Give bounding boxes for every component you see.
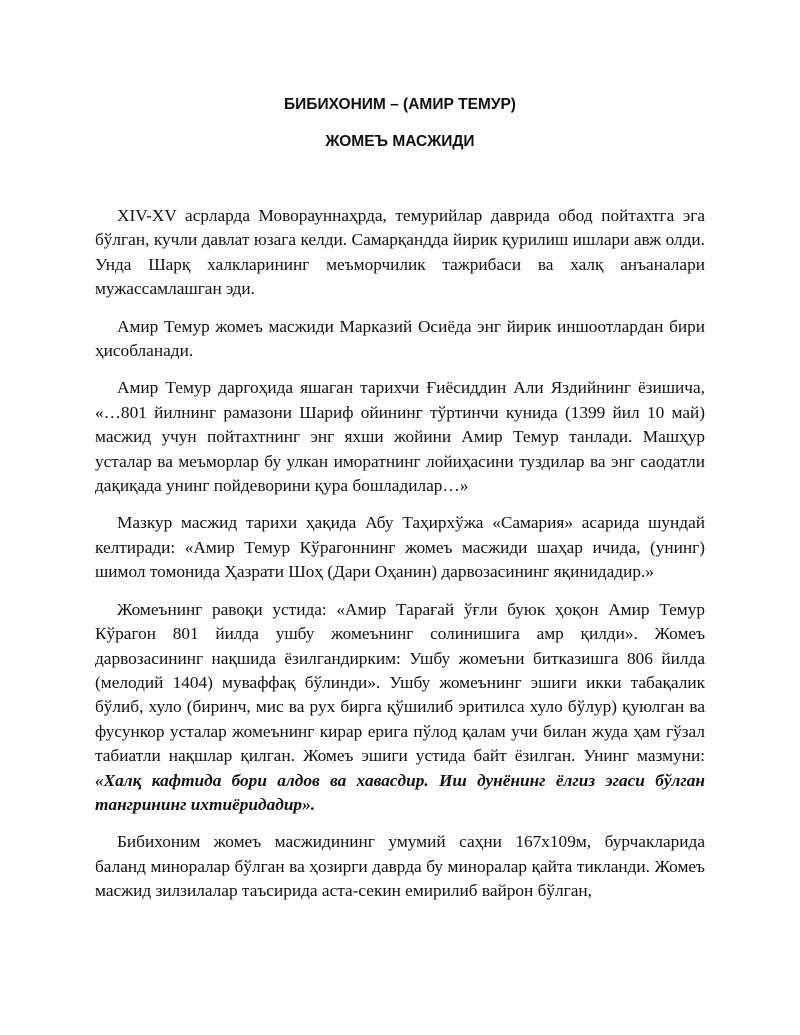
paragraph-4: Мазкур масжид тарихи ҳақида Абу Таҳирхўжа «Самария» асарида шундай келтиради: «Амир Темур Кўрагоннинг жомеъ масжиди шаҳар ичида, (унинг) шимол томонида Ҳазрати Шоҳ (Дари Оҳанин) дарвозасининг яқинидадир.» <box>95 513 705 582</box>
paragraph-5-text: Жомеънинг равоқи устида: «Амир Тарағай ўғли буюк ҳоқон Амир Темур Кўрагон 801 йилда ушбу жомеънинг солинишига амр қилди». Жомеъ дарвозасининг нақшида ёзилгандирким: Ушбу жомеъни битказишга 806 йилда (мелодий 1404) муваффақ бўлинди». Ушбу жомеънинг эшиги икки табақалик бўлиб, хуло (биринч, мис ва рух бирга қўшилиб эритилса хуло бўлур) қуюлган ва фусункор усталар жомеънинг кирар ерига пўлод қалам учи билан жуда ҳам гўзал табиатли нақшлар қилган. Жомеъ эшиги устида байт ёзилган. Унинг мазмуни: <box>95 599 705 766</box>
paragraph-6: Бибихоним жомеъ масжидининг умумий саҳни 167x109м, бурчакларида баланд миноралар бўлган ва ҳозирги даврда бу миноралар қайта тикланди. Жомеъ масжид зилзилалар таъсирида аста-секин емирилиб вайрон бўлган, <box>95 832 705 901</box>
paragraph-3: Амир Темур даргоҳида яшаган тарихчи Ғиёсиддин Али Яздийнинг ёзишича, «…801 йилнинг рамазони Шариф ойининг тўртинчи кунида (1399 йил 10 май) масжид учун пойтахтнинг энг яхши жойини Амир Темур танлади. Машҳур усталар ва меъморлар бу улкан иморатнинг лойиҳасини туздилар ва энг саодатли дақиқада унинг пойдеворини қура бошладилар…» <box>95 378 705 496</box>
document-subtitle: ЖОМЕЪ МАСЖИДИ <box>325 133 475 150</box>
document-title: БИБИХОНИМ – (АМИР ТЕМУР) <box>284 96 516 113</box>
paragraph-5 <box>95 598 705 818</box>
paragraph-2: Амир Темур жомеъ масжиди Марказий Осиёда энг йирик иншоотлардан бири ҳисобланади. <box>95 316 705 361</box>
document-body <box>95 204 705 917</box>
quote-emphasis: «Халқ кафтида бори алдов ва хавасдир. Иш дунёнинг ёлгиз эгаси бўлган тангрининг ихтиёридадир». <box>95 770 705 814</box>
paragraph-1: XIV-XV асрларда Моворауннаҳрда, темурийлар даврида обод пойтахтга эга бўлган, кучли давлат юзага келди. Самарқандда йирик қурилиш ишлари авж олди. Унда Шарқ халкларининг меъморчилик тажрибаси ва халқ анъаналари мужассамлашган эди. <box>95 206 705 299</box>
